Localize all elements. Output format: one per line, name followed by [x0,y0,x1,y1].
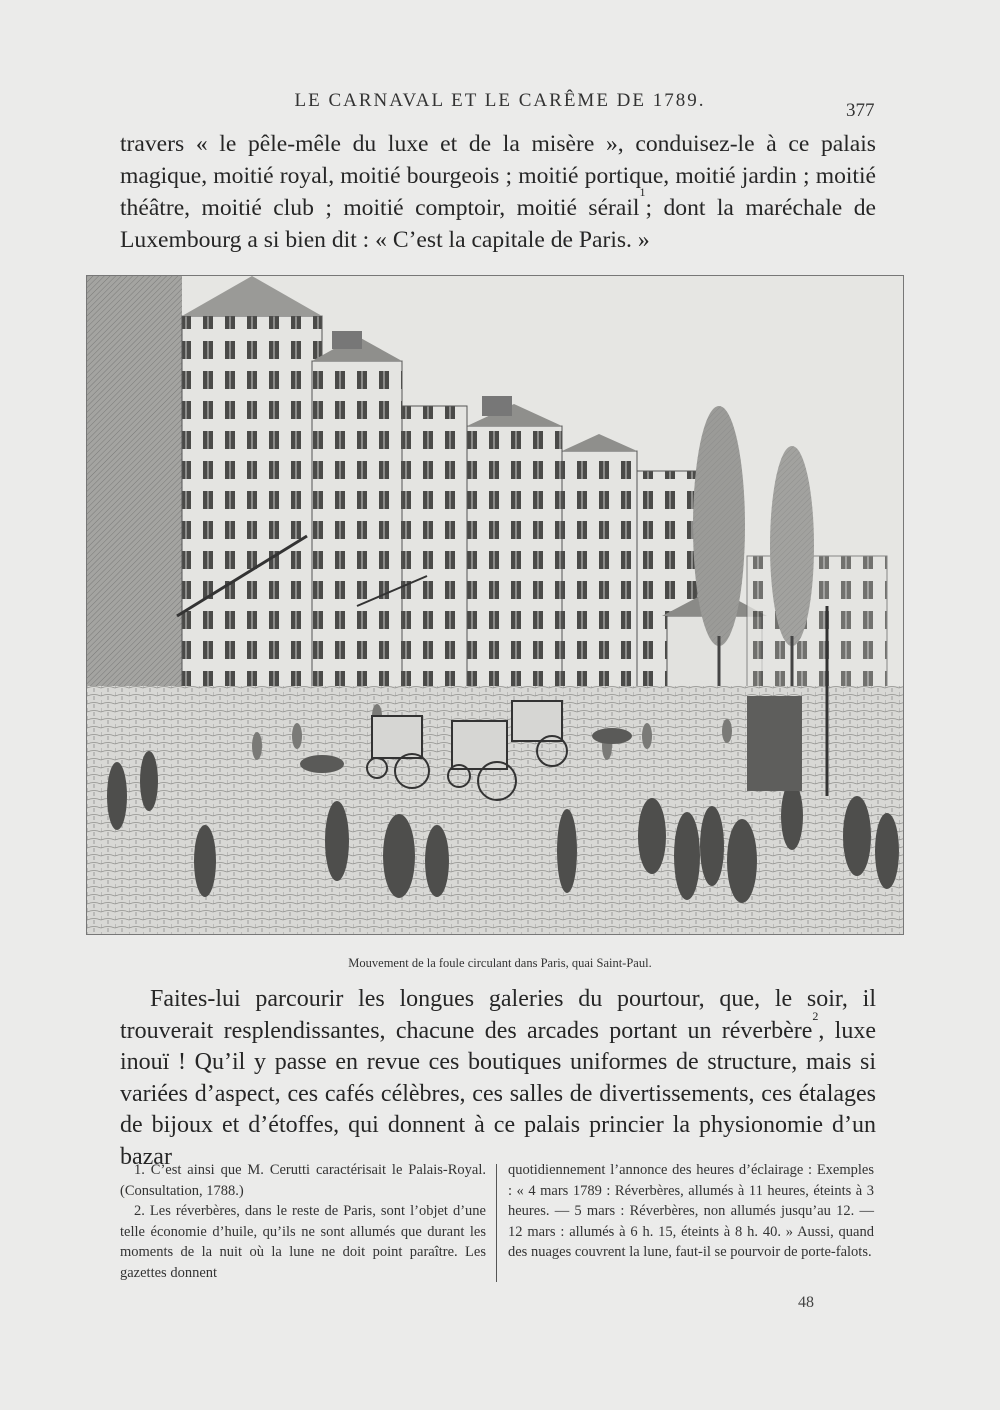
paragraph-bottom-text: Faites-lui parcourir les longues galeries du pourtour, que, le soir, il trouverait resplendissantes, chacune des arcades portant un réverbère [120,986,876,1044]
street-scene-engraving [87,276,903,934]
note-ref-2[interactable]: 2 [812,1008,819,1023]
paragraph-top-end: ; dont la maréchale de Luxembourg a si bien dit : « C’est la capitale de Paris. » [120,195,876,253]
footnote-2-continued: quotidiennement l’annonce des heures d’éclairage : Exemples : « 4 mars 1789 : Réverbères, allumés à 11 heures, éteints à 3 heures. — 5 mars : Réverbères, non allumés jusqu’au 12. — 12 mars : allumés à 6 h. 15, éteints à 8 h. 40. » Aussi, quand des nuages couvrent la lune, faut-il se pourvoir de porte-falots. [508,1162,874,1260]
footnote-1: 1. C’est ainsi que M. Cerutti caractérisait le Palais-Royal. (Consultation, 1788.) [120,1162,486,1199]
running-title: LE CARNAVAL ET LE CARÊME DE 1789. [294,90,706,111]
paragraph-bottom [120,984,876,1173]
footnotes-left-column [120,1160,486,1283]
paragraph-top-text: travers « le pêle-mêle du luxe et de la misère », conduisez-le à ce palais magique, moitié royal, moitié bourgeois ; moitié portique, moitié jardin ; moitié théâtre, moitié club ; moitié comptoir, moitié sérail [120,131,876,221]
footnotes-right-column [508,1160,874,1263]
figure-caption: Mouvement de la foule circulant dans Paris, quai Saint-Paul. [348,956,652,970]
engraving-figure [86,275,904,935]
paragraph-bottom-end: , luxe inouï ! Qu’il y passe en revue ces boutiques uniformes de structure, mais si variées d’aspect, ces cafés célèbres, ces salles de divertissements, ces étalages de bijoux et d’étoffes, qui donnent à ce palais princier la physionomie d’un bazar [120,1017,876,1170]
paragraph-top [120,128,876,256]
note-ref-1[interactable]: 1 [639,185,646,199]
page-number: 377 [846,100,875,121]
gathering-signature: 48 [798,1294,814,1311]
footnotes [120,1160,890,1284]
footnote-divider [496,1164,497,1282]
footnote-2: 2. Les réverbères, dans le reste de Paris, sont l’objet d’une telle économie d’huile, qu’ils ne sont allumés que durant les moments de la nuit où la lune ne doit point paraître. Les gazettes donnent [120,1203,486,1281]
